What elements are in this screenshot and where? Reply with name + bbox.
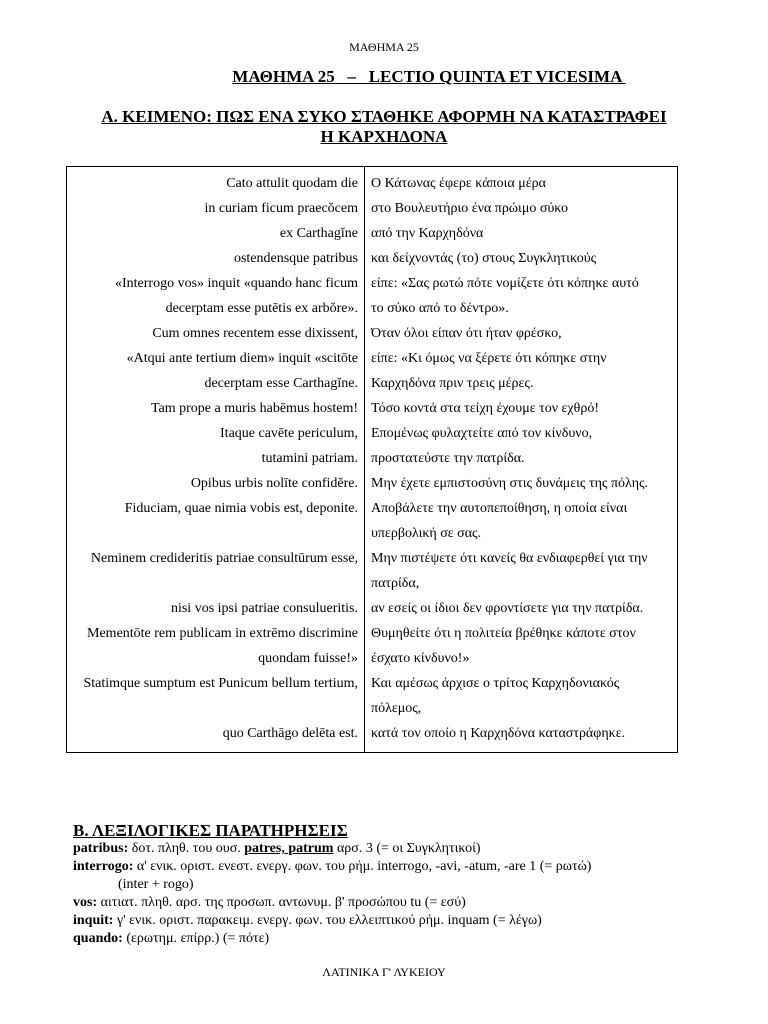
greek-translation-cell: είπε: «Κι όμως να ξέρετε ότι κόπηκε στην: [365, 346, 678, 371]
greek-translation-cell: αν εσείς οι ίδιοι δεν φροντίσετε για την πατρίδα.: [365, 596, 678, 621]
greek-translation-cell: είπε: «Σας ρωτώ πότε νομίζετε ότι κόπηκε αυτό: [365, 271, 678, 296]
note-term: vos:: [73, 895, 98, 910]
text-row: [67, 221, 678, 246]
greek-translation-cell: Θυμηθείτε ότι η πολιτεία βρέθηκε κάποτε στον έσχατο κίνδυνο!»: [365, 621, 678, 671]
latin-text-cell: «Atqui ante tertium diem» inquit «scitōte: [67, 346, 365, 371]
text-row: [67, 546, 678, 596]
parallel-text-table: [66, 166, 678, 753]
note-term: interrogo:: [73, 859, 134, 874]
note-patribus: [73, 840, 713, 858]
text-row: [67, 496, 678, 546]
latin-text-cell: Cato attulit quodam die: [67, 167, 365, 197]
latin-text-cell: quo Carthāgo delēta est.: [67, 721, 365, 753]
greek-translation-cell: Μην πιστέψετε ότι κανείς θα ενδιαφερθεί για την πατρίδα,: [365, 546, 678, 596]
greek-translation-cell: Αποβάλετε την αυτοπεποίθηση, η οποία είναι υπερβολική σε σας.: [365, 496, 678, 546]
latin-text-cell: nisi vos ipsi patriae consulueritis.: [67, 596, 365, 621]
latin-text-cell: Fiduciam, quae nimia vobis est, deponite.: [67, 496, 365, 546]
latin-text-cell: Itaque cavēte periculum,: [67, 421, 365, 446]
section-a-heading: [66, 107, 702, 147]
greek-translation-cell: Μην έχετε εμπιστοσύνη στις δυνάμεις της πόλης.: [365, 471, 678, 496]
greek-translation-cell: στο Βουλευτήριο ένα πρώιμο σύκο: [365, 196, 678, 221]
text-row: [67, 246, 678, 271]
page-footer: ΛΑΤΙΝΙΚΑ Γ' ΛΥΚΕΙΟΥ: [322, 965, 446, 979]
latin-text-cell: decerptam esse putētis ex arbŏre».: [67, 296, 365, 321]
text-row: [67, 296, 678, 321]
text-row: [67, 671, 678, 721]
text-row: [67, 396, 678, 421]
section-a-heading-line2: Η ΚΑΡΧΗΔΟΝΑ: [320, 127, 448, 146]
text-row: [67, 596, 678, 621]
text-row: [67, 196, 678, 221]
greek-translation-cell: κατά τον οποίο η Καρχηδόνα καταστράφηκε.: [365, 721, 678, 753]
note-term: patribus:: [73, 841, 129, 856]
text-row: [67, 271, 678, 296]
latin-text-cell: Statimque sumptum est Punicum bellum tertium,: [67, 671, 365, 721]
greek-translation-cell: Τόσο κοντά στα τείχη έχουμε τον εχθρό!: [365, 396, 678, 421]
note-quando: [73, 930, 713, 948]
note-inquit: [73, 912, 713, 930]
latin-text-cell: Cum omnes recentem esse dixissent,: [67, 321, 365, 346]
greek-translation-cell: Και αμέσως άρχισε ο τρίτος Καρχηδονιακός πόλεμος,: [365, 671, 678, 721]
latin-text-cell: ostendensque patribus: [67, 246, 365, 271]
greek-translation-cell: και δείχνοντάς (το) στους Συγκλητικούς: [365, 246, 678, 271]
greek-translation-cell: Επομένως φυλαχτείτε από τον κίνδυνο,: [365, 421, 678, 446]
note-text: αρσ. 3 (= οι Συγκλητικοί): [333, 841, 481, 856]
section-a-heading-line1: Α. ΚΕΙΜΕΝΟ: ΠΩΣ ΕΝΑ ΣΥΚΟ ΣΤΑΘΗΚΕ ΑΦΟΡΜΗ ΝΑ ΚΑΤΑΣΤΡΑΦΕΙ: [101, 107, 667, 126]
note-interrogo-continuation: (inter + rogo): [118, 877, 194, 892]
latin-text-cell: tutamini patriam.: [67, 446, 365, 471]
lesson-title: ΜΑΘΗΜΑ 25 – LECTIO QUINTA ET VICESIMA: [232, 67, 626, 86]
latin-text-cell: in curiam ficum praecŏcem: [67, 196, 365, 221]
running-header: ΜΑΘΗΜΑ 25: [349, 40, 419, 54]
latin-text-cell: Neminem credideritis patriae consultūrum esse,: [67, 546, 365, 596]
latin-text-cell: Opibus urbis nolīte confidĕre.: [67, 471, 365, 496]
note-term: quando:: [73, 931, 123, 946]
text-row: [67, 167, 678, 197]
note-text: δοτ. πληθ. του ουσ.: [128, 841, 245, 856]
greek-translation-cell: το σύκο από το δέντρο».: [365, 296, 678, 321]
greek-translation-cell: από την Καρχηδόνα: [365, 221, 678, 246]
latin-text-cell: Tam prope a muris habēmus hostem!: [67, 396, 365, 421]
greek-translation-cell: Καρχηδόνα πριν τρεις μέρες.: [365, 371, 678, 396]
text-row: [67, 346, 678, 371]
text-row: [67, 371, 678, 396]
note-term: inquit:: [73, 913, 114, 928]
latin-text-cell: «Interrogo vos» inquit «quando hanc ficum: [67, 271, 365, 296]
text-row: [67, 321, 678, 346]
vocabulary-notes: [73, 840, 713, 948]
section-b-heading: Β. ΛΕΞΙΛΟΓΙΚΕΣ ΠΑΡΑΤΗΡΗΣΕΙΣ: [73, 821, 348, 840]
latin-text-cell: Mementōte rem publicam in extrēmo discrimine quondam fuisse!»: [67, 621, 365, 671]
note-vos: [73, 894, 713, 912]
note-lemma: patres, patrum: [244, 841, 334, 856]
note-text: α' ενικ. οριστ. ενεστ. ενεργ. φων. του ρήμ. interrogo, -avi, -atum, -are 1 (= ρωτώ): [133, 859, 592, 874]
note-text: (ερωτημ. επίρρ.) (= πότε): [122, 931, 270, 946]
text-row: [67, 471, 678, 496]
greek-translation-cell: Όταν όλοι είπαν ότι ήταν φρέσκο,: [365, 321, 678, 346]
text-row: [67, 446, 678, 471]
latin-text-cell: ex Carthagĭne: [67, 221, 365, 246]
greek-translation-cell: προστατεύστε την πατρίδα.: [365, 446, 678, 471]
note-interrogo: [73, 858, 713, 876]
text-row: [67, 421, 678, 446]
latin-text-cell: decerptam esse Carthagĭne.: [67, 371, 365, 396]
note-text: γ' ενικ. οριστ. παρακειμ. ενεργ. φων. του ελλειπτικού ρήμ. inquam (= λέγω): [113, 913, 542, 928]
text-row: [67, 621, 678, 671]
note-text: αιτιατ. πληθ. αρσ. της προσωπ. αντωνυμ. β' προσώπου tu (= εσύ): [97, 895, 466, 910]
text-row: [67, 721, 678, 753]
greek-translation-cell: Ο Κάτωνας έφερε κάποια μέρα: [365, 167, 678, 197]
